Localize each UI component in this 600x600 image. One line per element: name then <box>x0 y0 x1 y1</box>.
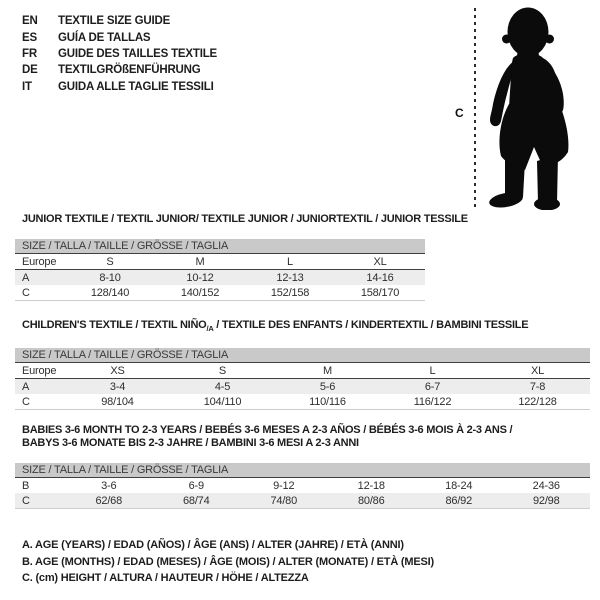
size-cell: 10-12 <box>186 271 214 284</box>
size-header-bar: SIZE / TALLA / TAILLE / GRÖSSE / TAGLIA <box>15 463 590 478</box>
table-row <box>15 394 590 410</box>
row-label: B <box>22 479 30 492</box>
column-header: XS <box>110 364 125 377</box>
column-header: M <box>195 255 205 268</box>
column-header: L <box>287 255 293 268</box>
size-cell: 18-24 <box>445 479 473 492</box>
row-label: C <box>22 494 30 507</box>
language-row <box>22 29 217 45</box>
language-code: EN <box>22 15 38 28</box>
size-cell: 152/158 <box>270 286 310 299</box>
table-row <box>15 478 590 493</box>
column-header: XL <box>530 364 545 377</box>
height-label-c: C <box>455 106 464 120</box>
table-header-row <box>15 363 590 379</box>
size-cell: 128/140 <box>90 286 130 299</box>
size-header-bar: SIZE / TALLA / TAILLE / GRÖSSE / TAGLIA <box>15 348 590 363</box>
language-code: ES <box>22 31 37 44</box>
row-label: A <box>22 271 30 284</box>
section-title-line2: BABYS 3-6 MONATE BIS 2-3 JAHRE / BAMBINI 3-6 MESI A 2-3 ANNI <box>22 437 359 449</box>
height-reference-line <box>474 8 476 210</box>
region-label: Europe <box>22 364 57 377</box>
footnote: A. AGE (YEARS) / EDAD (AÑOS) / ÂGE (ANS) / ALTER (JAHRE) / ETÀ (ANNI) <box>22 539 404 552</box>
size-cell: 9-12 <box>273 479 295 492</box>
size-cell: 6-7 <box>424 380 441 393</box>
size-cell: 68/74 <box>182 494 210 507</box>
size-cell: 140/152 <box>180 286 220 299</box>
size-cell: 14-16 <box>366 271 394 284</box>
babies-section <box>15 424 590 509</box>
size-cell: 158/170 <box>360 286 400 299</box>
size-cell: 98/104 <box>101 395 134 408</box>
footnote: C. (cm) HEIGHT / ALTURA / HAUTEUR / HÖHE / ALTEZZA <box>22 571 309 584</box>
size-cell: 4-5 <box>214 380 231 393</box>
footnotes <box>22 537 434 586</box>
column-header: S <box>218 364 227 377</box>
table-header-row <box>15 254 425 270</box>
size-cell: 116/122 <box>413 395 452 408</box>
size-cell: 5-6 <box>319 380 336 393</box>
language-row <box>22 46 217 62</box>
size-cell: 6-9 <box>188 479 204 492</box>
size-cell: 3-6 <box>101 479 117 492</box>
size-cell: 7-8 <box>529 380 546 393</box>
size-cell: 80/86 <box>357 494 385 507</box>
size-cell: 62/68 <box>95 494 123 507</box>
table-row <box>15 379 590 394</box>
section-title-rest: / TEXTILE DES ENFANTS / KINDERTEXTIL / BAMBINI TESSILE <box>213 319 529 331</box>
section-title: JUNIOR TEXTILE / TEXTIL JUNIOR/ TEXTILE JUNIOR / JUNIORTEXTIL / JUNIOR TESSILE <box>22 213 468 225</box>
size-cell: 86/92 <box>445 494 473 507</box>
size-cell: 110/116 <box>309 395 346 408</box>
section-title-subscript: /A <box>206 324 214 334</box>
size-cell: 92/98 <box>532 494 560 507</box>
size-cell: 104/110 <box>203 395 242 408</box>
childrens-section <box>15 319 590 410</box>
footnote: B. AGE (MONTHS) / EDAD (MESES) / ÂGE (MOIS) / ALTER (MONATE) / ETÀ (MESI) <box>22 555 434 568</box>
language-title: TEXTILE SIZE GUIDE <box>58 15 171 28</box>
table-row <box>15 493 590 509</box>
language-title: GUIDE DES TAILLES TEXTILE <box>58 47 217 60</box>
language-list <box>22 13 217 95</box>
size-header-bar: SIZE / TALLA / TAILLE / GRÖSSE / TAGLIA <box>15 239 425 254</box>
language-row <box>22 79 217 95</box>
language-code: DE <box>22 64 38 77</box>
language-code: IT <box>22 80 32 93</box>
language-row <box>22 13 217 29</box>
language-row <box>22 62 217 78</box>
junior-section <box>15 213 468 301</box>
column-header: L <box>429 364 436 377</box>
column-header: S <box>106 255 114 268</box>
language-title: GUIDA ALLE TAGLIE TESSILI <box>58 80 214 93</box>
size-cell: 74/80 <box>270 494 298 507</box>
row-label: A <box>22 380 30 393</box>
row-label: C <box>22 395 30 408</box>
column-header: XL <box>373 255 387 268</box>
toddler-silhouette-image <box>480 4 600 210</box>
size-cell: 12-13 <box>276 271 304 284</box>
section-title <box>22 319 590 335</box>
size-cell: 3-4 <box>109 380 126 393</box>
table-row <box>15 270 425 285</box>
size-cell: 8-10 <box>99 271 121 284</box>
section-title-main: CHILDREN'S TEXTILE / TEXTIL NIÑO <box>22 319 207 331</box>
size-cell: 122/128 <box>518 395 557 408</box>
language-title: GUÍA DE TALLAS <box>58 31 151 44</box>
column-header: M <box>323 364 332 377</box>
language-title: TEXTILGRÖßENFÜHRUNG <box>58 64 201 77</box>
language-code: FR <box>22 47 37 60</box>
row-label: C <box>22 286 30 299</box>
table-row <box>15 285 425 301</box>
size-cell: 24-36 <box>532 479 560 492</box>
region-label: Europe <box>22 255 57 268</box>
size-cell: 12-18 <box>357 479 385 492</box>
section-title: BABIES 3-6 MONTH TO 2-3 YEARS / BEBÉS 3-6 MESES A 2-3 AÑOS / BÉBÉS 3-6 MOIS À 2-3 ANS / <box>22 424 513 436</box>
